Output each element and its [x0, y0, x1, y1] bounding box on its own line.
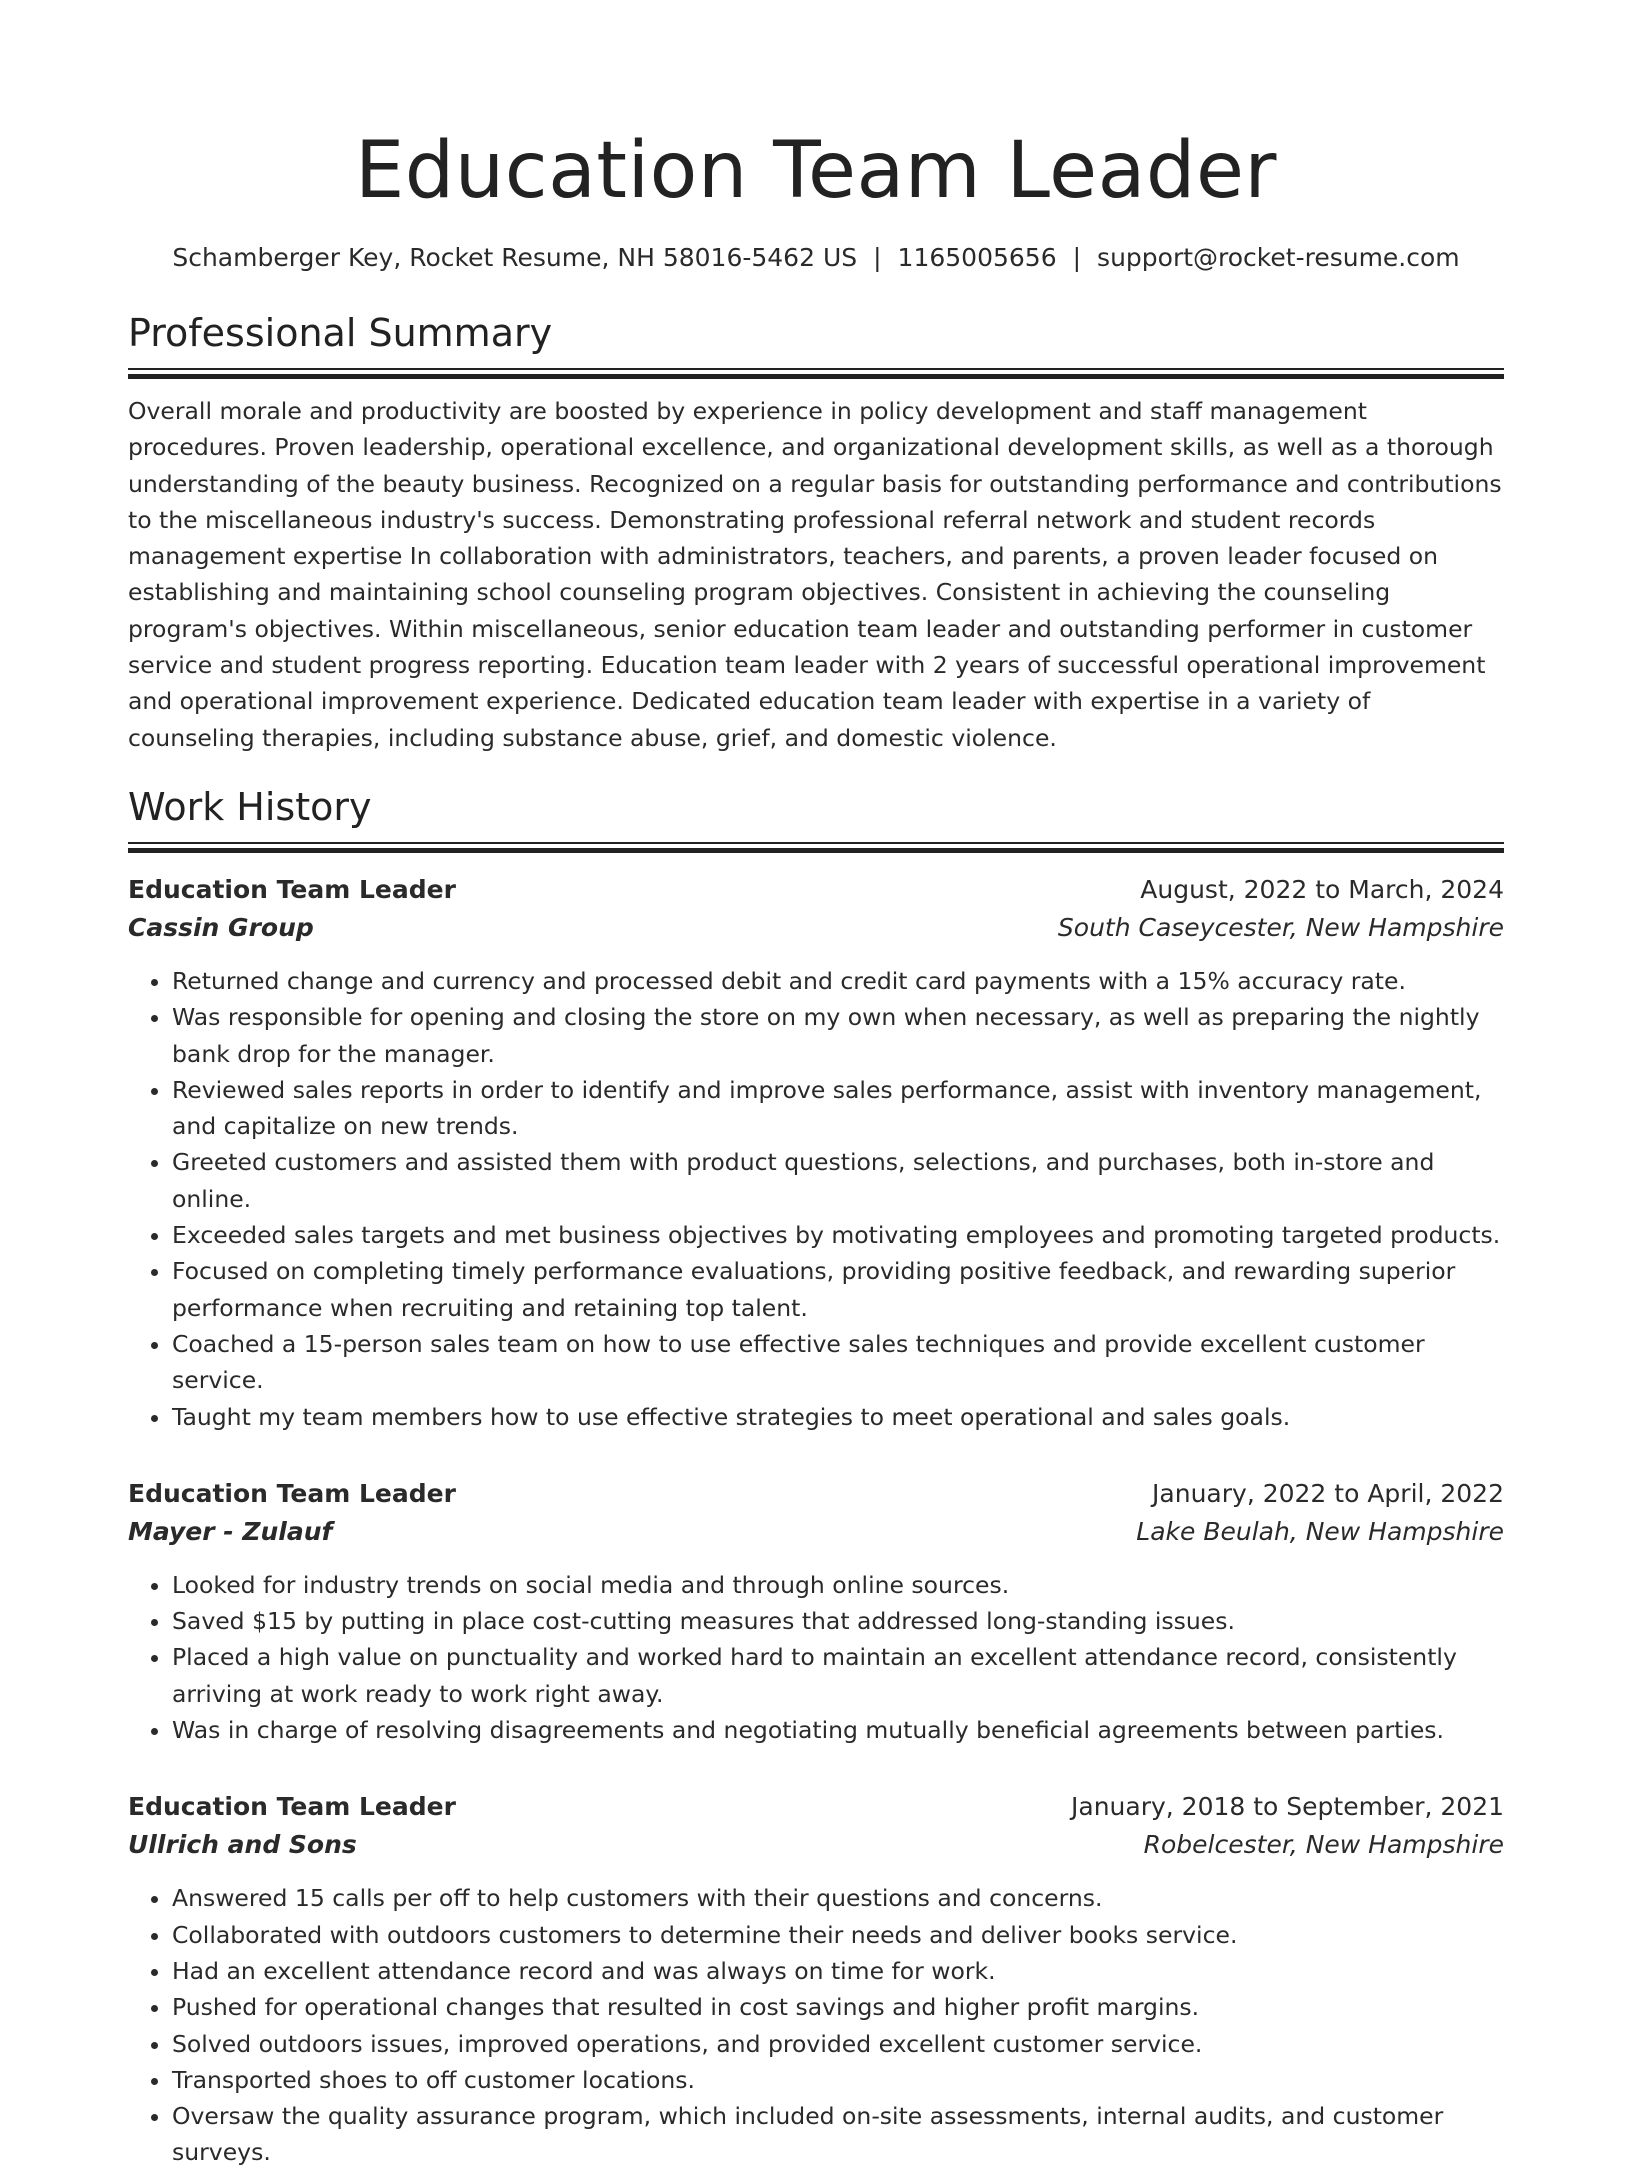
job-dates: January, 2022 to April, 2022 [1152, 1478, 1504, 1508]
job-bullet: • Collaborated with outdoors customers to determine their needs and deliver books service. [172, 1917, 1504, 1953]
job-bullet: • Reviewed sales reports in order to identify and improve sales performance, assist with inventory management, and capitalize on new trends. [172, 1072, 1504, 1145]
contact-line [128, 240, 1504, 276]
summary-text: Overall morale and productivity are boosted by experience in policy development and staff management procedures. Proven leadership, operational excellence, and organizational development skills, as well as a thorough understanding of the beauty business. Recognized on a regular basis for outstanding performance and contributions to the miscellaneous industry's success. Demonstrating professional referral network and student records management expertise In collaboration with administrators, teachers, and parents, a proven leader focused on establishing and maintaining school counseling program objectives. Consistent in achieving the counseling program's objectives. Within miscellaneous, senior education team leader and outstanding performer in customer service and student progress reporting. Education team leader with 2 years of successful operational improvement and operational improvement experience. Dedicated education team leader with expertise in a variety of counseling therapies, including substance abuse, grief, and domestic violence. [128, 397, 1502, 752]
job-dates: August, 2022 to March, 2024 [1140, 874, 1504, 904]
job-bullet: • Greeted customers and assisted them with product questions, selections, and purchases, both in-store and online. [172, 1144, 1504, 1217]
job-bullet: • Taught my team members how to use effective strategies to meet operational and sales goals. [172, 1399, 1504, 1435]
job-entry [128, 1788, 1504, 2170]
job-company: Mayer - Zulauf [128, 1516, 333, 1546]
job-header-row [128, 1475, 1504, 1513]
job-entry [128, 871, 1504, 1435]
job-header-row [128, 871, 1504, 909]
job-location: Lake Beulah, New Hampshire [1136, 1516, 1504, 1546]
job-title: Education Team Leader [128, 1478, 456, 1508]
job-bullet: • Saved $15 by putting in place cost-cutting measures that addressed long-standing issues. [172, 1603, 1504, 1639]
job-dates: January, 2018 to September, 2021 [1071, 1792, 1504, 1822]
job-bullet: • Returned change and currency and processed debit and credit card payments with a 15% accuracy rate. [172, 963, 1504, 999]
section-divider [128, 368, 1504, 379]
section-title-summary: Professional Summary [128, 311, 553, 355]
job-location: Robelcester, New Hampshire [1143, 1830, 1504, 1860]
job-bullet: • Placed a high value on punctuality and worked hard to maintain an excellent attendance record, consistently arriving at work ready to work right away. [172, 1639, 1504, 1712]
job-bullet: • Pushed for operational changes that resulted in cost savings and higher profit margins. [172, 1989, 1504, 2025]
job-bullets [128, 1567, 1504, 1748]
job-bullet: • Had an excellent attendance record and was always on time for work. [172, 1953, 1504, 1989]
job-bullet: • Solved outdoors issues, improved operations, and provided excellent customer service. [172, 2026, 1504, 2062]
job-bullet: • Answered 15 calls per off to help customers with their questions and concerns. [172, 1880, 1504, 1916]
contact-separator: | [1072, 243, 1082, 272]
job-bullet: • Looked for industry trends on social media and through online sources. [172, 1567, 1504, 1603]
job-location: South Caseycester, New Hampshire [1057, 912, 1504, 942]
job-title: Education Team Leader [128, 874, 456, 904]
job-bullet: • Oversaw the quality assurance program, which included on-site assessments, internal audits, and customer surveys. [172, 2098, 1504, 2171]
job-bullet: • Focused on completing timely performance evaluations, providing positive feedback, and rewarding superior performance when recruiting and retaining top talent. [172, 1253, 1504, 1326]
job-company: Ullrich and Sons [128, 1830, 357, 1860]
job-subheader-row [128, 909, 1504, 947]
resume-name: Education Team Leader [354, 126, 1277, 216]
job-bullet: • Transported shoes to off customer locations. [172, 2062, 1504, 2098]
job-bullet: • Coached a 15-person sales team on how to use effective sales techniques and provide excellent customer service. [172, 1326, 1504, 1399]
section-title-work-history: Work History [128, 784, 372, 829]
section-divider [128, 842, 1504, 853]
contact-phone: 1165005656 [897, 243, 1057, 272]
job-title: Education Team Leader [128, 1792, 456, 1822]
contact-email: support@rocket-resume.com [1097, 243, 1460, 272]
job-subheader-row [128, 1826, 1504, 1864]
contact-separator: | [873, 243, 882, 272]
job-bullet: • Was responsible for opening and closing the store on my own when necessary, as well as preparing the nightly bank drop for the manager. [172, 999, 1504, 1072]
job-company: Cassin Group [128, 912, 314, 942]
job-bullets [128, 963, 1504, 1435]
job-entry [128, 1475, 1504, 1748]
job-subheader-row [128, 1513, 1504, 1551]
job-bullet: • Exceeded sales targets and met business objectives by motivating employees and promoting targeted products. [172, 1217, 1504, 1253]
job-bullet: • Was in charge of resolving disagreements and negotiating mutually beneficial agreements between parties. [172, 1712, 1504, 1748]
job-header-row [128, 1788, 1504, 1826]
job-bullets [128, 1880, 1504, 2170]
contact-address: Schamberger Key, Rocket Resume, NH 58016-5462 US [172, 243, 858, 272]
